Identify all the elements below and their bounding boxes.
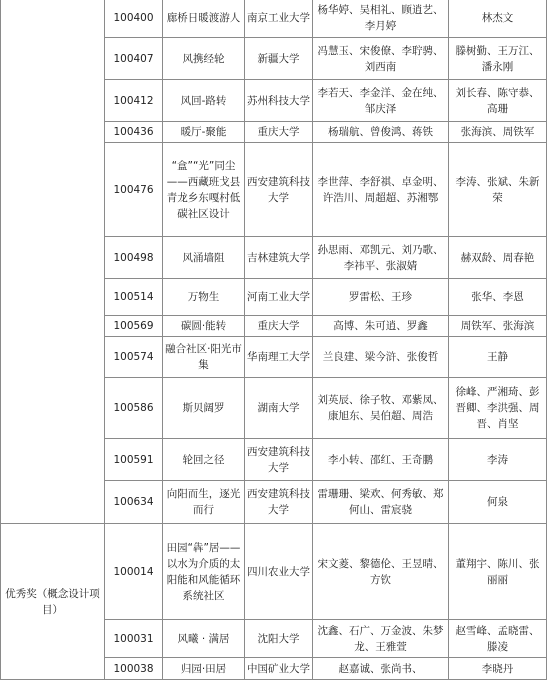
authors: 雷珊珊、梁欢、何秀敏、郑何山、雷宸骁 [313, 481, 449, 524]
project-name: “盒”“光”同尘——西藏班戈县青龙乡东嘎村低碳社区设计 [163, 143, 245, 237]
project-name: 融合社区·阳光市集 [163, 337, 245, 378]
award-category-cell: 优秀奖（概念设计项目） [1, 524, 105, 680]
university: 重庆大学 [245, 316, 313, 337]
project-name: 风曦 · 满居 [163, 620, 245, 658]
mentors: 赵雪峰、孟晓雷、滕凌 [449, 620, 547, 658]
project-id: 100591 [105, 439, 163, 481]
university: 四川农业大学 [245, 524, 313, 620]
university: 吉林建筑大学 [245, 237, 313, 279]
project-name: 暖厅-聚能 [163, 122, 245, 143]
project-name: 万物生 [163, 279, 245, 316]
authors: 高博、朱可逍、罗鑫 [313, 316, 449, 337]
project-id: 100476 [105, 143, 163, 237]
table-row [1, 0, 547, 38]
project-name: 风回-路转 [163, 80, 245, 122]
university: 中国矿业大学 [245, 658, 313, 680]
university: 湖南大学 [245, 378, 313, 439]
mentors: 林杰文 [449, 0, 547, 38]
project-name: 轮回之径 [163, 439, 245, 481]
project-id: 100498 [105, 237, 163, 279]
mentors: 李涛、张斌、朱新荣 [449, 143, 547, 237]
authors: 李若天、李金洋、金在纯、邹庆泽 [313, 80, 449, 122]
authors: 李世萍、李舒祺、卓金明、许浩川、周超超、苏湘鄂 [313, 143, 449, 237]
project-name: 碳圆·能转 [163, 316, 245, 337]
mentors: 徐峰、严湘琦、彭晋卿、李洪强、周晋、肖坚 [449, 378, 547, 439]
mentors: 董翔宇、陈川、张丽丽 [449, 524, 547, 620]
mentors: 滕树勤、王万江、潘永刚 [449, 38, 547, 80]
project-id: 100436 [105, 122, 163, 143]
award-table-body [1, 0, 547, 680]
project-id: 100586 [105, 378, 163, 439]
mentors: 赫双龄、周春艳 [449, 237, 547, 279]
mentors: 周铁军、张海滨 [449, 316, 547, 337]
authors: 冯慧玉、宋俊僚、李聍骋、刘西南 [313, 38, 449, 80]
university: 河南工业大学 [245, 279, 313, 316]
authors: 孙思雨、邓凯元、刘乃歌、李祎平、张淑婧 [313, 237, 449, 279]
authors: 李小转、邵红、王奇鹏 [313, 439, 449, 481]
mentors: 刘长春、陈守恭、高珊 [449, 80, 547, 122]
project-id: 100412 [105, 80, 163, 122]
authors: 兰良建、梁今浒、张俊哲 [313, 337, 449, 378]
authors: 刘英辰、徐子牧、邓紫凤、康旭东、吴伯超、周浩 [313, 378, 449, 439]
mentors: 张海滨、周铁军 [449, 122, 547, 143]
university: 西安建筑科技大学 [245, 439, 313, 481]
table-row [1, 524, 547, 620]
award-category-cell [1, 0, 105, 524]
project-name: 向阳而生，逐光而行 [163, 481, 245, 524]
project-id: 100407 [105, 38, 163, 80]
project-name: 廊桥日暖渡游人 [163, 0, 245, 38]
university: 西安建筑科技大学 [245, 143, 313, 237]
mentors: 王静 [449, 337, 547, 378]
project-name: 风涌墙阻 [163, 237, 245, 279]
mentors: 张华、李恩 [449, 279, 547, 316]
mentors: 李晓丹 [449, 658, 547, 680]
university: 重庆大学 [245, 122, 313, 143]
project-id: 100014 [105, 524, 163, 620]
university: 西安建筑科技大学 [245, 481, 313, 524]
project-id: 100574 [105, 337, 163, 378]
authors: 宋文菱、黎德伦、王昱晴、方钦 [313, 524, 449, 620]
project-id: 100514 [105, 279, 163, 316]
university: 新疆大学 [245, 38, 313, 80]
project-id: 100031 [105, 620, 163, 658]
project-name: 归园·田居 [163, 658, 245, 680]
project-name: 斯贝阔罗 [163, 378, 245, 439]
university: 南京工业大学 [245, 0, 313, 38]
authors: 杨瑞航、曾俊鸿、蒋铁 [313, 122, 449, 143]
mentors: 何泉 [449, 481, 547, 524]
project-id: 100400 [105, 0, 163, 38]
university: 沈阳大学 [245, 620, 313, 658]
authors: 罗雷松、王珍 [313, 279, 449, 316]
authors: 赵嘉诚、张尚书、 [313, 658, 449, 680]
project-id: 100038 [105, 658, 163, 680]
authors: 沈鑫、石广、万金波、朱梦龙、王雅萱 [313, 620, 449, 658]
university: 华南理工大学 [245, 337, 313, 378]
project-id: 100569 [105, 316, 163, 337]
project-name: 风携经轮 [163, 38, 245, 80]
mentors: 李涛 [449, 439, 547, 481]
project-id: 100634 [105, 481, 163, 524]
university: 苏州科技大学 [245, 80, 313, 122]
authors: 杨华婷、吴相礼、顾逍艺、李月婷 [313, 0, 449, 38]
project-name: 田园“犇”居——以水为介质的太阳能和风能循环系统社区 [163, 524, 245, 620]
